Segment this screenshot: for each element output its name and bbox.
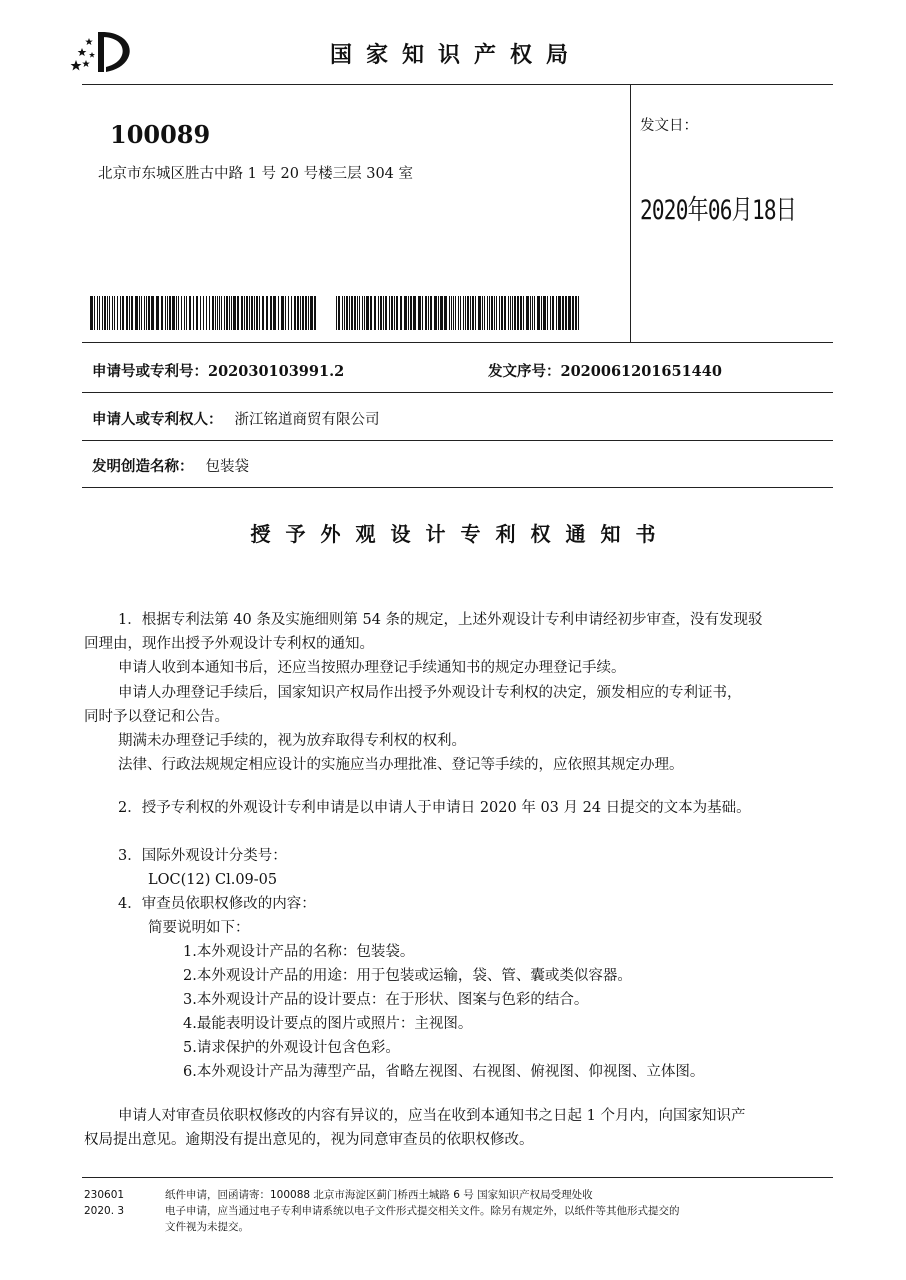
barcode-bar <box>496 296 497 330</box>
serial-number-row <box>488 360 722 381</box>
barcode-bar <box>534 296 535 330</box>
barcode-bar <box>109 296 110 330</box>
barcode-bar <box>90 296 93 330</box>
barcode-bar <box>354 296 356 330</box>
barcode-bar <box>314 296 316 330</box>
barcode-bar <box>342 296 343 330</box>
barcode-bar <box>215 296 216 330</box>
barcode-bar <box>370 296 372 330</box>
barcode-bar <box>139 296 140 330</box>
applicant-value: 浙江铭道商贸有限公司 <box>234 412 380 428</box>
closing-line-2: 权局提出意见。逾期没有提出意见的，视为同意审查员的依职权修改。 <box>84 1132 534 1148</box>
barcode-bar <box>467 296 469 330</box>
barcode-bar <box>117 296 118 330</box>
barcode-bar <box>475 296 476 330</box>
barcode-bar <box>568 296 571 330</box>
barcode-bar <box>291 296 292 330</box>
paragraph-2: 申请人收到本通知书后，还应当按照办理登记手续通知书的规定办理登记手续。 <box>118 660 626 676</box>
barcode-bar <box>380 296 382 330</box>
barcode-bar <box>366 296 369 330</box>
document-title: 授予外观设计专利权通知书 <box>250 522 671 546</box>
barcode-bar <box>310 296 313 330</box>
barcode-bar <box>193 296 194 330</box>
barcode-bar <box>418 296 421 330</box>
barcode-bar <box>565 296 567 330</box>
barcode-bar <box>237 296 239 330</box>
barcode-bar <box>425 296 427 330</box>
barcode-bar <box>186 296 187 330</box>
barcode-bar <box>203 296 204 330</box>
barcode-bar <box>107 296 108 330</box>
barcode-bar <box>254 296 255 330</box>
barcode-bar <box>135 296 138 330</box>
barcode-bar <box>359 296 360 330</box>
barcode-bar <box>249 296 250 330</box>
barcode-bar <box>308 296 309 330</box>
barcode-bar <box>526 296 529 330</box>
send-date: 2020年06月18日 <box>640 195 797 226</box>
barcode-bar <box>338 296 340 330</box>
list-item: 4.最能表明设计要点的图片或照片：主视图。 <box>183 1016 473 1032</box>
barcode-bar <box>508 296 509 330</box>
barcode-bar <box>122 296 124 330</box>
footer-line-3: 文件视为未提交。 <box>165 1221 249 1233</box>
barcode-bar <box>394 296 395 330</box>
row-divider-3 <box>82 487 833 488</box>
barcode-bar <box>262 296 264 330</box>
barcode-bar <box>478 296 481 330</box>
barcode-bar <box>344 296 345 330</box>
barcode-bar <box>302 296 304 330</box>
barcode-bar <box>537 296 540 330</box>
barcode-bar <box>114 296 115 330</box>
barcode-bar <box>126 296 128 330</box>
barcode-bar <box>184 296 185 330</box>
barcode-bar <box>357 296 358 330</box>
barcode-bar <box>451 296 452 330</box>
design-name-label: 发明创造名称： <box>92 458 194 475</box>
barcode-bar <box>396 296 398 330</box>
barcode-bar <box>422 296 423 330</box>
barcode-bar <box>391 296 393 330</box>
barcode-bar <box>455 296 456 330</box>
barcode-bar <box>430 296 432 330</box>
barcode-bar <box>144 296 145 330</box>
list-item: 3.本外观设计产品的设计要点：在于形状、图案与色彩的结合。 <box>183 992 589 1008</box>
barcode-bar <box>514 296 516 330</box>
barcode-bar <box>510 296 511 330</box>
barcode-right <box>336 296 582 330</box>
application-number-row <box>92 360 344 381</box>
barcode-bar <box>94 296 95 330</box>
barcode-bar <box>288 296 289 330</box>
barcode-bar <box>458 296 459 330</box>
serial-number-label: 发文序号： <box>488 363 561 380</box>
barcode-bar <box>512 296 513 330</box>
barcode-bar <box>165 296 166 330</box>
barcode-bar <box>181 296 182 330</box>
barcode-bar <box>212 296 214 330</box>
barcode-bar <box>169 296 171 330</box>
barcode-bar <box>378 296 379 330</box>
barcode-bar <box>224 296 225 330</box>
barcode-bar <box>472 296 474 330</box>
barcode-bar <box>385 296 387 330</box>
footer-divider <box>82 1177 833 1178</box>
barcode-bar <box>404 296 407 330</box>
barcode-bar <box>305 296 307 330</box>
date-box-divider <box>630 84 631 342</box>
barcode-bar <box>172 296 175 330</box>
barcode-bar <box>400 296 402 330</box>
barcode-bar <box>231 296 232 330</box>
barcode-bar <box>161 296 163 330</box>
barcode-bar <box>285 296 286 330</box>
send-date-label: 发文日： <box>640 118 698 134</box>
barcode-bar <box>444 296 447 330</box>
item-4-intro: 简要说明如下： <box>148 920 250 936</box>
barcode-bar <box>556 296 557 330</box>
barcode-bar <box>440 296 443 330</box>
design-name-row <box>92 455 249 476</box>
barcode-bar <box>578 296 579 330</box>
barcode-bar <box>104 296 106 330</box>
barcode-bar <box>523 296 524 330</box>
list-item: 2.本外观设计产品的用途：用于包装或运输，袋、管、囊或类似容器。 <box>183 968 632 984</box>
barcode-bar <box>552 296 554 330</box>
barcode-bar <box>543 296 546 330</box>
barcode-bar <box>226 296 228 330</box>
barcode-bar <box>434 296 437 330</box>
barcode-bar <box>501 296 503 330</box>
barcode-bar <box>463 296 464 330</box>
cnipa-logo-icon <box>62 24 136 76</box>
barcode-bar <box>281 296 284 330</box>
barcode-bar <box>428 296 429 330</box>
paragraph-1-line-2: 回理由，现作出授予外观设计专利权的通知。 <box>84 636 374 652</box>
barcode-bar <box>470 296 471 330</box>
barcode-bar <box>389 296 390 330</box>
list-item: 6.本外观设计产品为薄型产品，省略左视图、右视图、俯视图、仰视图、立体图。 <box>183 1064 705 1080</box>
barcode-bar <box>572 296 574 330</box>
barcode-bar <box>251 296 253 330</box>
barcode-bar <box>410 296 412 330</box>
design-name-value: 包装袋 <box>205 459 249 475</box>
barcode-left <box>90 296 318 330</box>
barcode-bar <box>449 296 450 330</box>
barcode-bar <box>438 296 439 330</box>
barcode-bar <box>148 296 150 330</box>
barcode-bar <box>189 296 191 330</box>
barcode-bar <box>129 296 130 330</box>
barcode-bar <box>259 296 260 330</box>
form-code: 230601 <box>84 1189 125 1201</box>
barcode-bar <box>294 296 296 330</box>
barcode-bar <box>351 296 353 330</box>
footer-line-2: 电子申请，应当通过电子专利申请系统以电子文件形式提交相关文件。除另有规定外，以纸件等其他形式提交的 <box>165 1205 680 1217</box>
barcode-bar <box>167 296 168 330</box>
paragraph-4: 期满未办理登记手续的，视为放弃取得专利权的权利。 <box>118 733 466 749</box>
row-divider-2 <box>82 440 833 441</box>
barcode-bar <box>233 296 236 330</box>
barcode-bar <box>99 296 100 330</box>
item-4: 4．审查员依职权修改的内容： <box>118 896 316 912</box>
barcode-bar <box>520 296 522 330</box>
barcode-bar <box>112 296 113 330</box>
postal-code: 100089 <box>110 120 211 149</box>
classification-code: LOC(12) Cl.09-05 <box>148 872 278 888</box>
barcode-bar <box>273 296 276 330</box>
barcode-bar <box>482 296 483 330</box>
barcode-bar <box>219 296 220 330</box>
barcode-bar <box>346 296 348 330</box>
barcode-bar <box>491 296 493 330</box>
barcode-bar <box>229 296 230 330</box>
agency-name: 国家知识产权局 <box>330 43 583 68</box>
barcode-bar <box>178 296 179 330</box>
barcode-bar <box>413 296 416 330</box>
item-3: 3．国际外观设计分类号： <box>118 848 287 864</box>
paragraph-3-line-1: 申请人办理登记手续后，国家知识产权局作出授予外观设计专利权的决定，颁发相应的专利证书， <box>118 685 742 701</box>
barcode-bar <box>550 296 551 330</box>
barcode-bar <box>102 296 103 330</box>
item-2: 2．授予专利权的外观设计专利申请是以申请人于申请日 2020 年 03 月 24 日提交的文本为基础。 <box>118 800 751 816</box>
barcode-bar <box>221 296 222 330</box>
barcode-bar <box>246 296 248 330</box>
barcode-bar <box>97 296 98 330</box>
barcode-bar <box>146 296 147 330</box>
barcode-bar <box>408 296 409 330</box>
application-number-label: 申请号或专利号： <box>92 363 208 380</box>
barcode-bar <box>541 296 542 330</box>
barcode-bar <box>241 296 243 330</box>
barcode-bar <box>374 296 376 330</box>
barcode-bar <box>499 296 500 330</box>
barcode-bar <box>364 296 365 330</box>
barcode-bar <box>562 296 564 330</box>
barcode-bar <box>217 296 218 330</box>
barcode-bar <box>558 296 561 330</box>
applicant-row <box>92 408 380 429</box>
barcode-bar <box>131 296 133 330</box>
row-divider-1 <box>82 392 833 393</box>
barcode-bar <box>244 296 245 330</box>
barcode-bar <box>266 296 268 330</box>
barcode-bar <box>504 296 506 330</box>
barcode-bar <box>209 296 210 330</box>
barcode-bar <box>297 296 299 330</box>
barcode-bar <box>489 296 490 330</box>
barcode-bar <box>336 296 337 330</box>
serial-number-value: 2020061201651440 <box>560 363 722 380</box>
header-divider <box>82 84 833 85</box>
address-block-divider <box>82 342 833 343</box>
barcode-bar <box>383 296 384 330</box>
application-number-value: 202030103991.2 <box>208 363 345 380</box>
barcode-bar <box>547 296 548 330</box>
list-item: 5.请求保护的外观设计包含色彩。 <box>183 1040 400 1056</box>
barcode-bar <box>349 296 350 330</box>
closing-line-1: 申请人对审查员依职权修改的内容有异议的，应当在收到本通知书之日起 1 个月内，向国家知识产 <box>118 1108 746 1124</box>
barcode-bar <box>300 296 301 330</box>
footer-line-1: 纸件申请，回函请寄：100088 北京市海淀区蓟门桥西土城路 6 号 国家知识产权局受理处收 <box>165 1189 593 1201</box>
barcode-bar <box>517 296 519 330</box>
barcode-bar <box>120 296 121 330</box>
barcode-bar <box>453 296 454 330</box>
applicant-label: 申请人或专利权人： <box>92 411 223 428</box>
barcode-bar <box>460 296 461 330</box>
barcode-bar <box>196 296 198 330</box>
barcode-bar <box>256 296 258 330</box>
paragraph-3-line-2: 同时予以登记和公告。 <box>84 709 229 725</box>
barcode-bar <box>484 296 485 330</box>
list-item: 1.本外观设计产品的名称：包装袋。 <box>183 944 415 960</box>
barcode-bar <box>575 296 577 330</box>
paragraph-5: 法律、行政法规规定相应设计的实施应当办理批准、登记等手续的，应依照其规定办理。 <box>118 757 684 773</box>
barcode-bar <box>156 296 159 330</box>
barcode-bar <box>530 296 531 330</box>
recipient-address: 北京市东城区胜古中路 1 号 20 号楼三层 304 室 <box>98 166 414 182</box>
barcode-bar <box>176 296 177 330</box>
barcode-bar <box>141 296 142 330</box>
paragraph-1-line-1: 1．根据专利法第 40 条及实施细则第 54 条的规定，上述外观设计专利申请经初步审查，没有发现驳 <box>118 612 763 628</box>
barcode-bar <box>200 296 201 330</box>
barcode-bar <box>494 296 495 330</box>
barcode-bar <box>532 296 533 330</box>
barcode-bar <box>206 296 207 330</box>
barcode-bar <box>278 296 279 330</box>
barcode-bar <box>151 296 154 330</box>
barcode-bar <box>270 296 272 330</box>
barcode-bar <box>487 296 488 330</box>
barcode-bar <box>465 296 466 330</box>
form-version: 2020. 3 <box>84 1205 125 1217</box>
barcode-bar <box>362 296 363 330</box>
